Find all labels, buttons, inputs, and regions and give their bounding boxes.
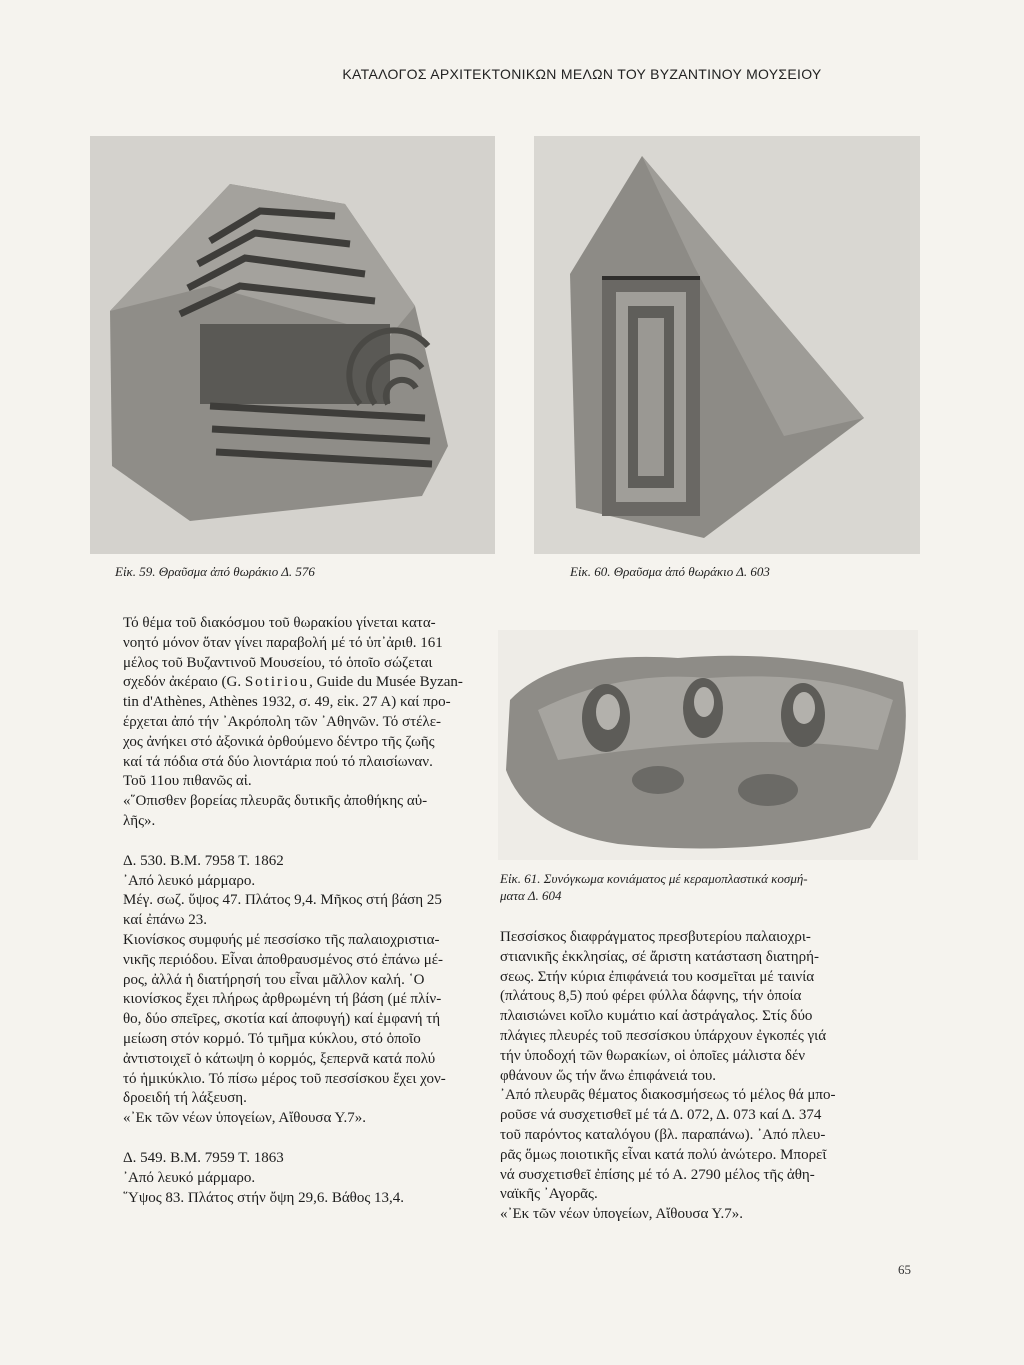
spacer <box>123 832 518 852</box>
figure-59-caption: Εἰκ. 59. Θραῦσμα ἀπό θωράκιο Δ. 576 <box>115 564 315 579</box>
text-line: ναϊκῆς ᾽Αγορᾶς. <box>500 1186 598 1203</box>
figure-60-caption: Εἰκ. 60. Θραῦσμα ἀπό θωράκιο Δ. 603 <box>570 564 770 579</box>
text-span: σχεδόν ἀκέραιο (G. <box>123 674 245 691</box>
text-line: στιανικῆς ἐκκλησίας, σέ ἄριστη κατάσταση διατηρή- <box>500 948 819 965</box>
running-head: ΚΑΤΑΛΟΓΟΣ ΑΡΧΙΤΕΚΤΟΝΙΚΩΝ ΜΕΛΩΝ ΤΟΥ ΒΥΖΑΝΤΙΝΟΥ ΜΟΥΣΕΙΟΥ <box>342 66 822 82</box>
text-line: Μέγ. σωζ. ὕψος 47. Πλάτος 9,4. Μῆκος στή βάση 25 <box>123 892 442 909</box>
figure-61-caption <box>500 870 900 904</box>
right-column <box>500 928 900 1225</box>
figure-61-caption-line-2: ματα Δ. 604 <box>500 888 562 903</box>
text-line: νά συσχετισθεῖ ἐπίσης μέ τό Α. 2790 μέλος τῆς ἀθη- <box>500 1166 815 1183</box>
page-number: 65 <box>898 1262 911 1277</box>
catalog-entry-heading: Δ. 549. Β.Μ. 7959 Τ. 1863 <box>123 1149 284 1166</box>
text-line: θο, δύο σπεῖρες, σκοτία καί ἀποφυγή) καί ἐμφανή τή <box>123 1011 441 1028</box>
text-line: κιονίσκος ἔχει πλήρως ἀρθρωμένη τή βάση (μέ πλίν- <box>123 991 442 1008</box>
text-line: φθάνουν ὥς τήν ἄνω ἐπιφάνειά του. <box>500 1067 717 1084</box>
text-line: μείωση στόν κορμό. Τό τμῆμα κύκλου, στό ὁποῖο <box>123 1030 421 1047</box>
text-line: νικῆς περιόδου. Εἶναι ἀποθραυσμένος στό ἐπάνω μέ- <box>123 951 444 968</box>
text-line: «᾽Εκ τῶν νέων ὑπογείων, Αἴθουσα Υ.7». <box>123 1110 367 1127</box>
text-line: ροῦσε νά συσχετισθεῖ μέ τά Δ. 072, Δ. 073 καί Δ. 374 <box>500 1107 822 1124</box>
text-line: πλαισιώνει κοῖλο κυμάτιο καί ἀστράγαλος. Στίς δύο <box>500 1008 813 1025</box>
text-span: , Guide du Musée Byzan- <box>309 674 463 691</box>
text-line: ρᾶς ὅμως ποιοτικῆς εἶναι κατά πολύ ἀνώτερο. Μπορεῖ <box>500 1146 827 1163</box>
text-line <box>123 673 518 693</box>
text-line: Πεσσίσκος διαφράγματος πρεσβυτερίου παλαιοχρι- <box>500 929 811 945</box>
text-line: νοητό μόνον ὅταν γίνει παραβολή μέ τό ὑπ᾽ἀριθ. 161 <box>123 634 443 651</box>
text-line: δροειδή τή λάξευση. <box>123 1090 247 1107</box>
text-line: λῆς». <box>123 812 156 829</box>
text-line: «῞Οπισθεν βορείας πλευρᾶς δυτικῆς ἀποθήκης αὐ- <box>123 793 428 810</box>
text-line: μέλος τοῦ Βυζαντινοῦ Μουσείου, τό ὁποῖο σώζεται <box>123 654 433 671</box>
figure-59-image <box>90 136 495 554</box>
text-line: χος ἀνήκει στό ἀξονικά ὀρθούμενο δέντρο τῆς ζωῆς <box>123 733 435 750</box>
text-line: σεως. Στήν κύρια ἐπιφάνειά του κοσμεῖται μέ ταινία <box>500 968 815 985</box>
text-line: Τοῦ 11ου πιθανῶς αἰ. <box>123 773 252 790</box>
figure-61-image <box>498 630 918 860</box>
text-line: ᾽Από λευκό μάρμαρο. <box>123 1169 256 1186</box>
spacer <box>123 1129 518 1149</box>
text-line: τό ἡμικύκλιο. Τό πίσω μέρος τοῦ πεσσίσκου ἔχει χον- <box>123 1070 446 1087</box>
text-line: «᾽Εκ τῶν νέων ὑπογείων, Αἴθουσα Υ.7». <box>500 1206 744 1223</box>
left-column <box>123 614 518 1208</box>
text-line: ρος, ἀλλά ἡ διατήρησή του εἶναι μᾶλλον καλή. ῾Ο <box>123 971 425 988</box>
text-line: tin d'Athènes, Athènes 1932, σ. 49, εἰκ. 27 Α) καί προ- <box>123 694 451 711</box>
text-line: πλάγιες πλευρές τοῦ πεσσίσκου ὑπάρχουν ἐγκοπές γιά <box>500 1027 827 1044</box>
text-line: ᾽Από πλευρᾶς θέματος διακοσμήσεως τό μέλος θά μπο- <box>500 1087 836 1104</box>
text-line: καί ἐπάνω 23. <box>123 912 207 929</box>
figure-61-caption-line-1: Εἰκ. 61. Συνόγκωμα κονιάματος μέ κεραμοπλαστικά κοσμή- <box>500 871 808 886</box>
catalog-entry-heading: Δ. 530. Β.Μ. 7958 Τ. 1862 <box>123 852 284 869</box>
text-line: ῞Υψος 83. Πλάτος στήν ὄψη 29,6. Βάθος 13,4. <box>123 1189 405 1206</box>
text-line: έρχεται ἀπό τήν ᾽Ακρόπολη τῶν ᾽Αθηνῶν. Τό στέλε- <box>123 713 441 730</box>
text-line: Τό θέμα τοῦ διακόσμου τοῦ θωρακίου γίνεται κατα- <box>123 615 436 631</box>
text-line: (πλάτους 8,5) πού φέρει φύλλα δάφνης, τήν ὁποία <box>500 988 802 1005</box>
figure-60-image <box>534 136 920 554</box>
text-line: καί τά πόδια στά δύο λιοντάρια πού τό πλαισίωναν. <box>123 753 433 770</box>
text-line: ᾽Από λευκό μάρμαρο. <box>123 872 256 889</box>
text-line: τοῦ παρόντος καταλόγου (βλ. παραπάνω). ᾽Από πλευ- <box>500 1126 826 1143</box>
author-name: Sotiriou <box>244 674 310 691</box>
text-line: τήν ὑποδοχή τῶν θωρακίων, οἱ ὁποῖες μάλιστα δέν <box>500 1047 806 1064</box>
text-line: ἀντιστοιχεῖ ὁ κάτωψη ὁ κορμός, ξεπερνᾶ κατά πολύ <box>123 1050 436 1067</box>
text-line: Κιονίσκος συμφυής μέ πεσσίσκο τῆς παλαιοχριστια- <box>123 931 440 948</box>
